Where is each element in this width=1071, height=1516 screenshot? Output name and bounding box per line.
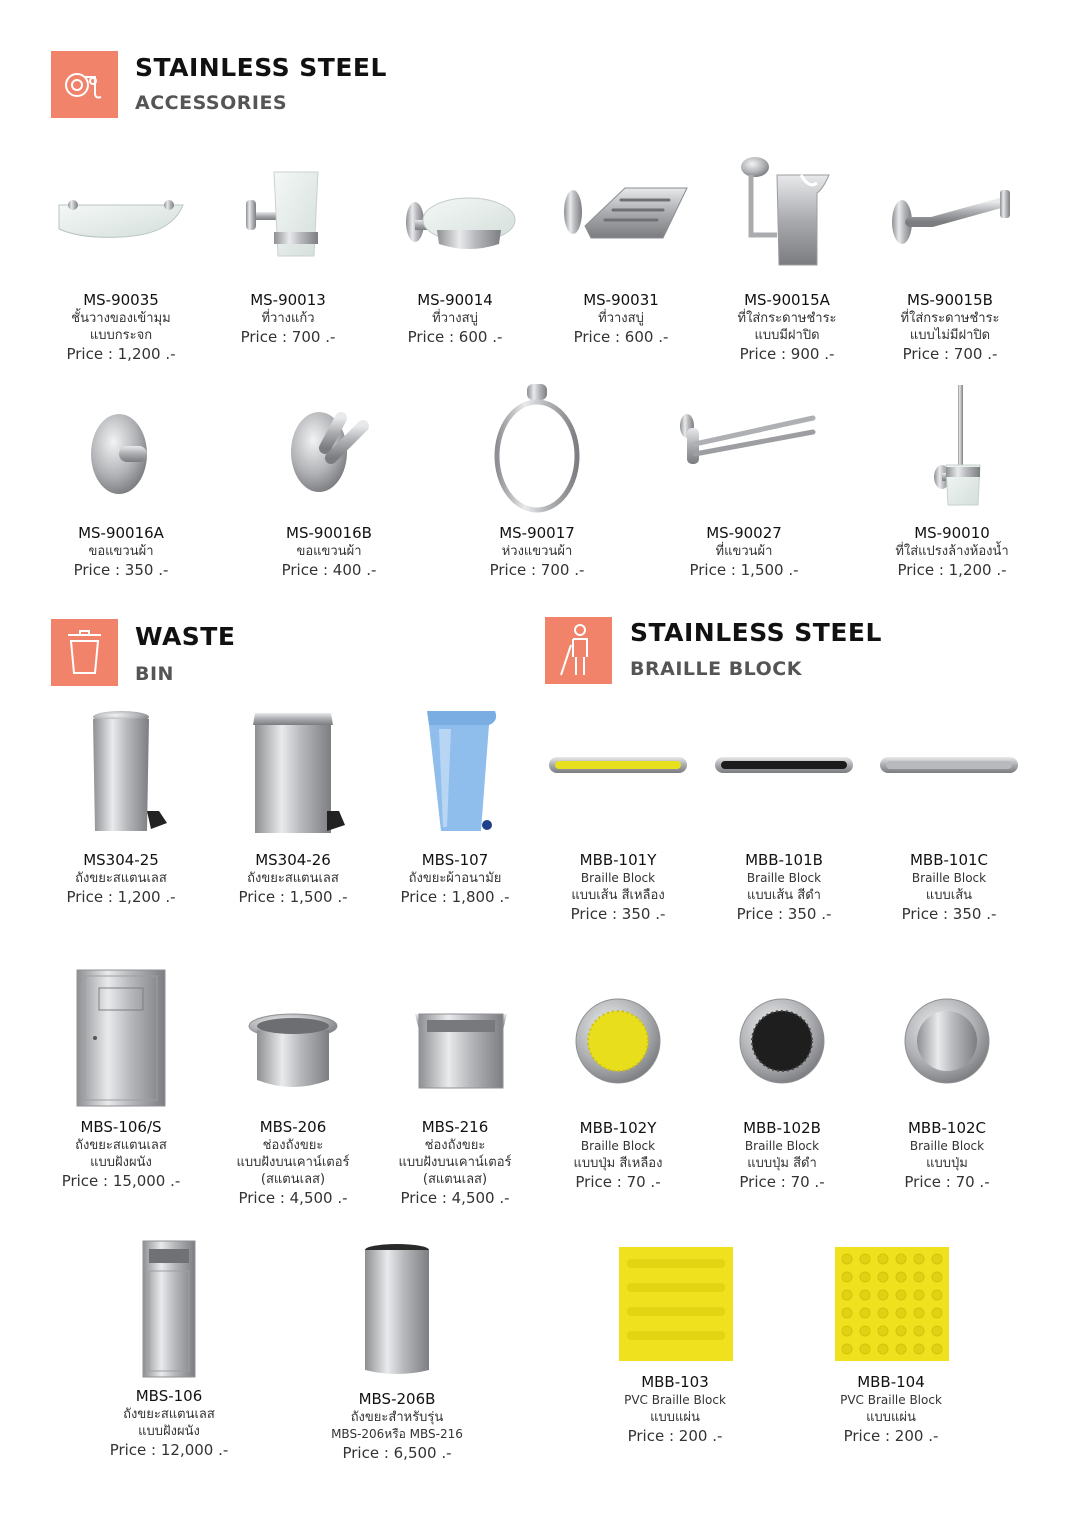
product-code: MS-90010	[914, 524, 990, 542]
product-code: MS304-26	[255, 851, 331, 869]
counter-bin-round-icon	[223, 968, 363, 1112]
product-price: Price : 700 .-	[240, 328, 336, 346]
tumbler-holder-icon	[218, 160, 358, 285]
accessories-section-icon	[51, 51, 118, 118]
product-desc: ชั้นวางของเข้ามุม	[71, 311, 171, 326]
product-code: MBB-102C	[907, 1119, 987, 1137]
product-code: MBB-101C	[909, 851, 989, 869]
product-price: Price : 4,500 .-	[400, 1189, 510, 1207]
product-desc: แบบปุ่ม สีเหลือง	[573, 1156, 663, 1171]
product-desc: Braille Block	[744, 1139, 820, 1153]
product-desc: แบบมีฝาปิด	[754, 328, 820, 343]
product-mbs-106[interactable]	[89, 1237, 249, 1460]
braille-stud-black-icon	[712, 975, 852, 1113]
product-ms-90015b[interactable]	[870, 160, 1030, 364]
product-desc: ที่วางสบู่	[432, 311, 478, 326]
product-code: MS-90016A	[78, 524, 164, 542]
product-ms-90031[interactable]	[541, 160, 701, 347]
braille-bar-yellow-icon	[543, 707, 693, 845]
product-code: MS-90027	[706, 524, 782, 542]
product-desc: ถังขยะสแตนเลส	[75, 871, 167, 886]
product-desc: แบบเส้น สีเหลือง	[571, 888, 665, 903]
product-desc: Braille Block	[580, 871, 656, 885]
pvc-tile-dots-icon	[821, 1243, 961, 1367]
product-desc: แบบฝังบนเคาน์เตอร์	[236, 1155, 350, 1170]
product-desc: MBS-206หรือ MBS-216	[331, 1427, 463, 1441]
product-price: Price : 350 .-	[901, 905, 997, 923]
product-desc: แบบแผ่น	[650, 1410, 700, 1425]
product-mbb-102c[interactable]	[867, 975, 1027, 1192]
braille-section-icon	[545, 617, 612, 684]
product-ms304-25[interactable]	[41, 707, 201, 907]
product-desc: แบบเส้น	[925, 888, 973, 903]
product-desc: ที่วางสบู่	[598, 311, 644, 326]
product-desc: ที่ใส่กระดาษชำระ	[900, 311, 1000, 326]
product-ms-90017[interactable]	[457, 380, 617, 580]
product-code: MS-90031	[583, 291, 659, 309]
product-desc: ถังขยะสแตนเลส	[247, 871, 339, 886]
product-mbb-101y[interactable]	[538, 707, 698, 924]
product-code: MBS-206	[259, 1118, 327, 1136]
product-price: Price : 350 .-	[736, 905, 832, 923]
product-mbs-206[interactable]	[213, 968, 373, 1208]
accessories-subtitle: ACCESSORIES	[135, 92, 288, 114]
product-code: MS-90017	[499, 524, 575, 542]
product-price: Price : 600 .-	[407, 328, 503, 346]
product-code: MS-90013	[250, 291, 326, 309]
product-desc: ช่องถังขยะ	[262, 1138, 324, 1153]
towel-bar-icon	[669, 388, 819, 518]
product-desc: ขอแขวนผ้า	[88, 544, 154, 559]
product-desc: PVC Braille Block	[624, 1393, 726, 1407]
wall-bin-large-icon	[51, 968, 191, 1112]
product-desc: ถังขยะสแตนเลส	[75, 1138, 167, 1153]
product-mbb-104[interactable]	[811, 1243, 971, 1446]
product-code: MBS-216	[421, 1118, 489, 1136]
product-desc: Braille Block	[746, 871, 822, 885]
wall-bin-recessed-icon	[99, 1237, 239, 1381]
product-price: Price : 70 .-	[904, 1173, 990, 1191]
product-code: MBS-106/S	[80, 1118, 162, 1136]
steel-soap-dish-icon	[551, 160, 691, 285]
product-desc: แบบแผ่น	[866, 1410, 916, 1425]
toilet-paper-holder-lid-icon	[717, 153, 857, 285]
product-code: MBB-102Y	[579, 1119, 657, 1137]
product-price: Price : 200 .-	[843, 1427, 939, 1445]
cylinder-bin-icon	[327, 1240, 467, 1384]
towel-ring-icon	[467, 380, 607, 518]
toilet-paper-holder-icon	[880, 160, 1020, 285]
product-price: Price : 12,000 .-	[109, 1441, 229, 1459]
product-desc: แบบฝังผนัง	[90, 1155, 152, 1170]
braille-stud-yellow-icon	[548, 975, 688, 1113]
toilet-brush-holder-icon	[882, 383, 1022, 518]
product-price: Price : 15,000 .-	[61, 1172, 181, 1190]
product-desc: ที่วางแก้ว	[261, 311, 315, 326]
counter-bin-square-icon	[385, 968, 525, 1112]
product-mbs-107[interactable]	[375, 707, 535, 907]
product-code: MBB-101B	[745, 851, 823, 869]
product-price: Price : 600 .-	[573, 328, 669, 346]
product-price: Price : 700 .-	[902, 345, 998, 363]
product-desc: ที่ใส่กระดาษชำระ	[737, 311, 837, 326]
product-price: Price : 1,500 .-	[238, 888, 348, 906]
product-mbb-102y[interactable]	[538, 975, 698, 1192]
braille-bar-steel-icon	[874, 707, 1024, 845]
product-desc: (สแตนเลส)	[422, 1172, 488, 1187]
product-ms-90015a[interactable]	[707, 153, 867, 364]
product-price: Price : 6,500 .-	[342, 1444, 452, 1462]
product-code: MS-90015A	[744, 291, 830, 309]
product-code: MS-90035	[83, 291, 159, 309]
product-ms-90016b[interactable]	[249, 388, 409, 580]
braille-bar-black-icon	[709, 707, 859, 845]
product-price: Price : 70 .-	[739, 1173, 825, 1191]
product-code: MBB-102B	[743, 1119, 821, 1137]
product-ms-90010[interactable]	[872, 383, 1032, 580]
product-mbb-101b[interactable]	[704, 707, 864, 924]
product-mbb-103[interactable]	[595, 1243, 755, 1446]
product-ms-90035[interactable]	[41, 175, 201, 364]
product-desc: ช่องถังขยะ	[424, 1138, 486, 1153]
product-price: Price : 350 .-	[570, 905, 666, 923]
product-desc: Braille Block	[580, 1139, 656, 1153]
product-desc: Braille Block	[911, 871, 987, 885]
corner-glass-shelf-icon	[51, 175, 191, 285]
product-desc: แบบเส้น สีดำ	[747, 888, 821, 903]
product-desc: แบบกระจก	[89, 328, 153, 343]
product-price: Price : 1,200 .-	[66, 345, 176, 363]
blind-person-icon	[545, 617, 612, 684]
product-price: Price : 200 .-	[627, 1427, 723, 1445]
product-price: Price : 1,200 .-	[897, 561, 1007, 579]
waste-section-icon	[51, 619, 118, 686]
robe-hook-icon	[51, 388, 191, 518]
product-code: MS-90014	[417, 291, 493, 309]
product-price: Price : 700 .-	[489, 561, 585, 579]
product-desc: ถังขยะผ้าอนามัย	[408, 871, 502, 886]
product-ms-90014[interactable]	[375, 160, 535, 347]
pvc-tile-lines-icon	[605, 1243, 745, 1367]
product-ms-90027[interactable]	[664, 388, 824, 580]
product-code: MBB-101Y	[579, 851, 657, 869]
product-desc: Braille Block	[909, 1139, 985, 1153]
product-price: Price : 400 .-	[281, 561, 377, 579]
product-ms304-26[interactable]	[213, 707, 373, 907]
product-desc: แบบฝังผนัง	[138, 1424, 200, 1439]
product-code: MS-90016B	[286, 524, 372, 542]
product-mbb-101c[interactable]	[869, 707, 1029, 924]
product-mbs-216[interactable]	[375, 968, 535, 1208]
product-desc: ห่วงแขวนผ้า	[501, 544, 573, 559]
product-mbs-106s[interactable]	[41, 968, 201, 1191]
product-desc: แบบไม่มีฝาปิด	[909, 328, 991, 343]
product-price: Price : 1,500 .-	[689, 561, 799, 579]
waste-subtitle: BIN	[135, 663, 174, 685]
product-mbb-102b[interactable]	[702, 975, 862, 1192]
product-ms-90013[interactable]	[208, 160, 368, 347]
soap-dish-icon	[385, 160, 525, 285]
product-price: Price : 900 .-	[739, 345, 835, 363]
product-desc: ที่แขวนผ้า	[715, 544, 773, 559]
pedal-bin-square-icon	[223, 707, 363, 845]
product-desc: ถังขยะสแตนเลส	[123, 1407, 215, 1422]
braille-stud-steel-icon	[877, 975, 1017, 1113]
towel-hook-icon	[51, 51, 118, 118]
product-price: Price : 4,500 .-	[238, 1189, 348, 1207]
bin-icon	[51, 619, 118, 686]
product-code: MBB-103	[641, 1373, 709, 1391]
product-price: Price : 1,800 .-	[400, 888, 510, 906]
product-desc: แบบปุ่ม	[926, 1156, 968, 1171]
product-code: MBB-104	[857, 1373, 925, 1391]
accessories-title: STAINLESS STEEL	[135, 53, 387, 82]
braille-title: STAINLESS STEEL	[630, 618, 882, 647]
product-desc: ขอแขวนผ้า	[296, 544, 362, 559]
waste-title: WASTE	[135, 622, 236, 651]
product-price: Price : 1,200 .-	[66, 888, 176, 906]
product-code: MS-90015B	[907, 291, 993, 309]
product-code: MS304-25	[83, 851, 159, 869]
product-desc: ถังขยะสำหรับรุ่น	[350, 1410, 444, 1425]
product-desc: PVC Braille Block	[840, 1393, 942, 1407]
sanitary-bin-icon	[385, 707, 525, 845]
product-price: Price : 350 .-	[73, 561, 169, 579]
product-ms-90016a[interactable]	[41, 388, 201, 580]
product-code: MBS-106	[135, 1387, 203, 1405]
product-code: MBS-206B	[358, 1390, 436, 1408]
braille-subtitle: BRAILLE BLOCK	[630, 658, 802, 680]
product-desc: แบบฝังบนเคาน์เตอร์	[398, 1155, 512, 1170]
product-price: Price : 70 .-	[575, 1173, 661, 1191]
product-mbs-206b[interactable]	[317, 1240, 477, 1463]
product-code: MBS-107	[421, 851, 489, 869]
product-desc: ที่ใส่แปรงล้างห้องน้ำ	[895, 544, 1009, 559]
pedal-bin-round-icon	[51, 707, 191, 845]
product-desc: แบบปุ่ม สีดำ	[747, 1156, 817, 1171]
product-desc: (สแตนเลส)	[260, 1172, 326, 1187]
double-robe-hook-icon	[259, 388, 399, 518]
